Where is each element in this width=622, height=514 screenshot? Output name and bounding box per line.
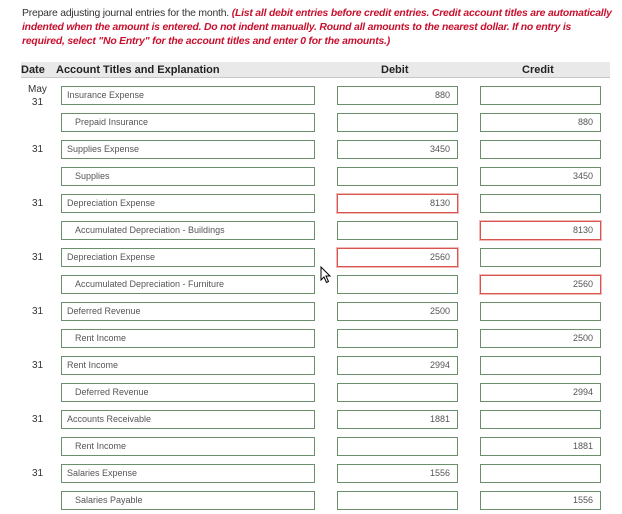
credit-field[interactable]: 1556: [480, 491, 601, 510]
account-title-field[interactable]: Salaries Payable: [61, 491, 315, 510]
journal-row: [0, 217, 622, 244]
debit-field[interactable]: 3450: [337, 140, 458, 159]
debit-field[interactable]: [337, 383, 458, 402]
journal-row: [0, 190, 622, 217]
instructions-emphasis: (List all debit entries before credit entries. Credit account titles are automatically indented when the amount is entered. Do not indent manually. Round all amounts to the nearest dollar. If no entry is required, select "No Entry" for the account titles and enter 0 for the amounts.): [22, 8, 612, 47]
account-title-field[interactable]: Accounts Receivable: [61, 410, 315, 429]
header-debit: Debit: [381, 64, 409, 76]
debit-field[interactable]: [337, 329, 458, 348]
credit-field[interactable]: 3450: [480, 167, 601, 186]
debit-field[interactable]: [337, 437, 458, 456]
entry-date: 31: [32, 468, 44, 479]
account-title-field[interactable]: Accumulated Depreciation - Furniture: [61, 275, 315, 294]
account-title-field[interactable]: Salaries Expense: [61, 464, 315, 483]
debit-field[interactable]: [337, 275, 458, 294]
account-title-field[interactable]: Prepaid Insurance: [61, 113, 315, 132]
credit-field[interactable]: [480, 410, 601, 429]
journal-row: [0, 298, 622, 325]
journal-row: [0, 379, 622, 406]
credit-field[interactable]: 880: [480, 113, 601, 132]
account-title-field[interactable]: Rent Income: [61, 329, 315, 348]
journal-row: [0, 460, 622, 487]
debit-field[interactable]: [337, 113, 458, 132]
entry-date: 31: [32, 414, 44, 425]
journal-row: [0, 244, 622, 271]
account-title-field[interactable]: Insurance Expense: [61, 86, 315, 105]
journal-row: [0, 82, 622, 109]
account-title-field[interactable]: Rent Income: [61, 437, 315, 456]
debit-field[interactable]: [337, 221, 458, 240]
entry-month: May: [28, 84, 47, 95]
journal-row: [0, 352, 622, 379]
credit-field[interactable]: [480, 140, 601, 159]
journal-row: [0, 136, 622, 163]
debit-field[interactable]: 8130: [337, 194, 458, 213]
account-title-field[interactable]: Deferred Revenue: [61, 383, 315, 402]
credit-field[interactable]: [480, 194, 601, 213]
instructions: [22, 7, 614, 49]
journal-row: [0, 487, 622, 514]
mouse-pointer-icon: [320, 266, 332, 284]
debit-field[interactable]: 1881: [337, 410, 458, 429]
instructions-lead: Prepare adjusting journal entries for the month.: [22, 8, 229, 19]
credit-field[interactable]: 2994: [480, 383, 601, 402]
journal-row: [0, 325, 622, 352]
entry-date: [28, 83, 47, 109]
credit-field[interactable]: 2560: [480, 275, 601, 294]
table-header: [21, 62, 610, 78]
entry-date: 31: [32, 144, 44, 155]
account-title-field[interactable]: Depreciation Expense: [61, 194, 315, 213]
debit-field[interactable]: 2994: [337, 356, 458, 375]
debit-field[interactable]: [337, 167, 458, 186]
account-title-field[interactable]: Deferred Revenue: [61, 302, 315, 321]
debit-field[interactable]: 2560: [337, 248, 458, 267]
debit-field[interactable]: 880: [337, 86, 458, 105]
journal-row: [0, 109, 622, 136]
header-date: Date: [21, 64, 45, 76]
header-credit: Credit: [522, 64, 554, 76]
debit-field[interactable]: 2500: [337, 302, 458, 321]
credit-field[interactable]: 8130: [480, 221, 601, 240]
journal-row: [0, 271, 622, 298]
entry-day: 31: [31, 97, 44, 108]
account-title-field[interactable]: Depreciation Expense: [61, 248, 315, 267]
account-title-field[interactable]: Supplies Expense: [61, 140, 315, 159]
credit-field[interactable]: [480, 86, 601, 105]
credit-field[interactable]: [480, 302, 601, 321]
credit-field[interactable]: 2500: [480, 329, 601, 348]
credit-field[interactable]: [480, 464, 601, 483]
entry-date: 31: [32, 306, 44, 317]
account-title-field[interactable]: Supplies: [61, 167, 315, 186]
credit-field[interactable]: [480, 248, 601, 267]
credit-field[interactable]: [480, 356, 601, 375]
entry-date: 31: [32, 360, 44, 371]
entry-date: 31: [32, 252, 44, 263]
account-title-field[interactable]: Accumulated Depreciation - Buildings: [61, 221, 315, 240]
header-account: Account Titles and Explanation: [56, 64, 220, 76]
journal-row: [0, 163, 622, 190]
account-title-field[interactable]: Rent Income: [61, 356, 315, 375]
debit-field[interactable]: [337, 491, 458, 510]
debit-field[interactable]: 1556: [337, 464, 458, 483]
journal-row: [0, 433, 622, 460]
entry-date: 31: [32, 198, 44, 209]
journal-row: [0, 406, 622, 433]
credit-field[interactable]: 1881: [480, 437, 601, 456]
